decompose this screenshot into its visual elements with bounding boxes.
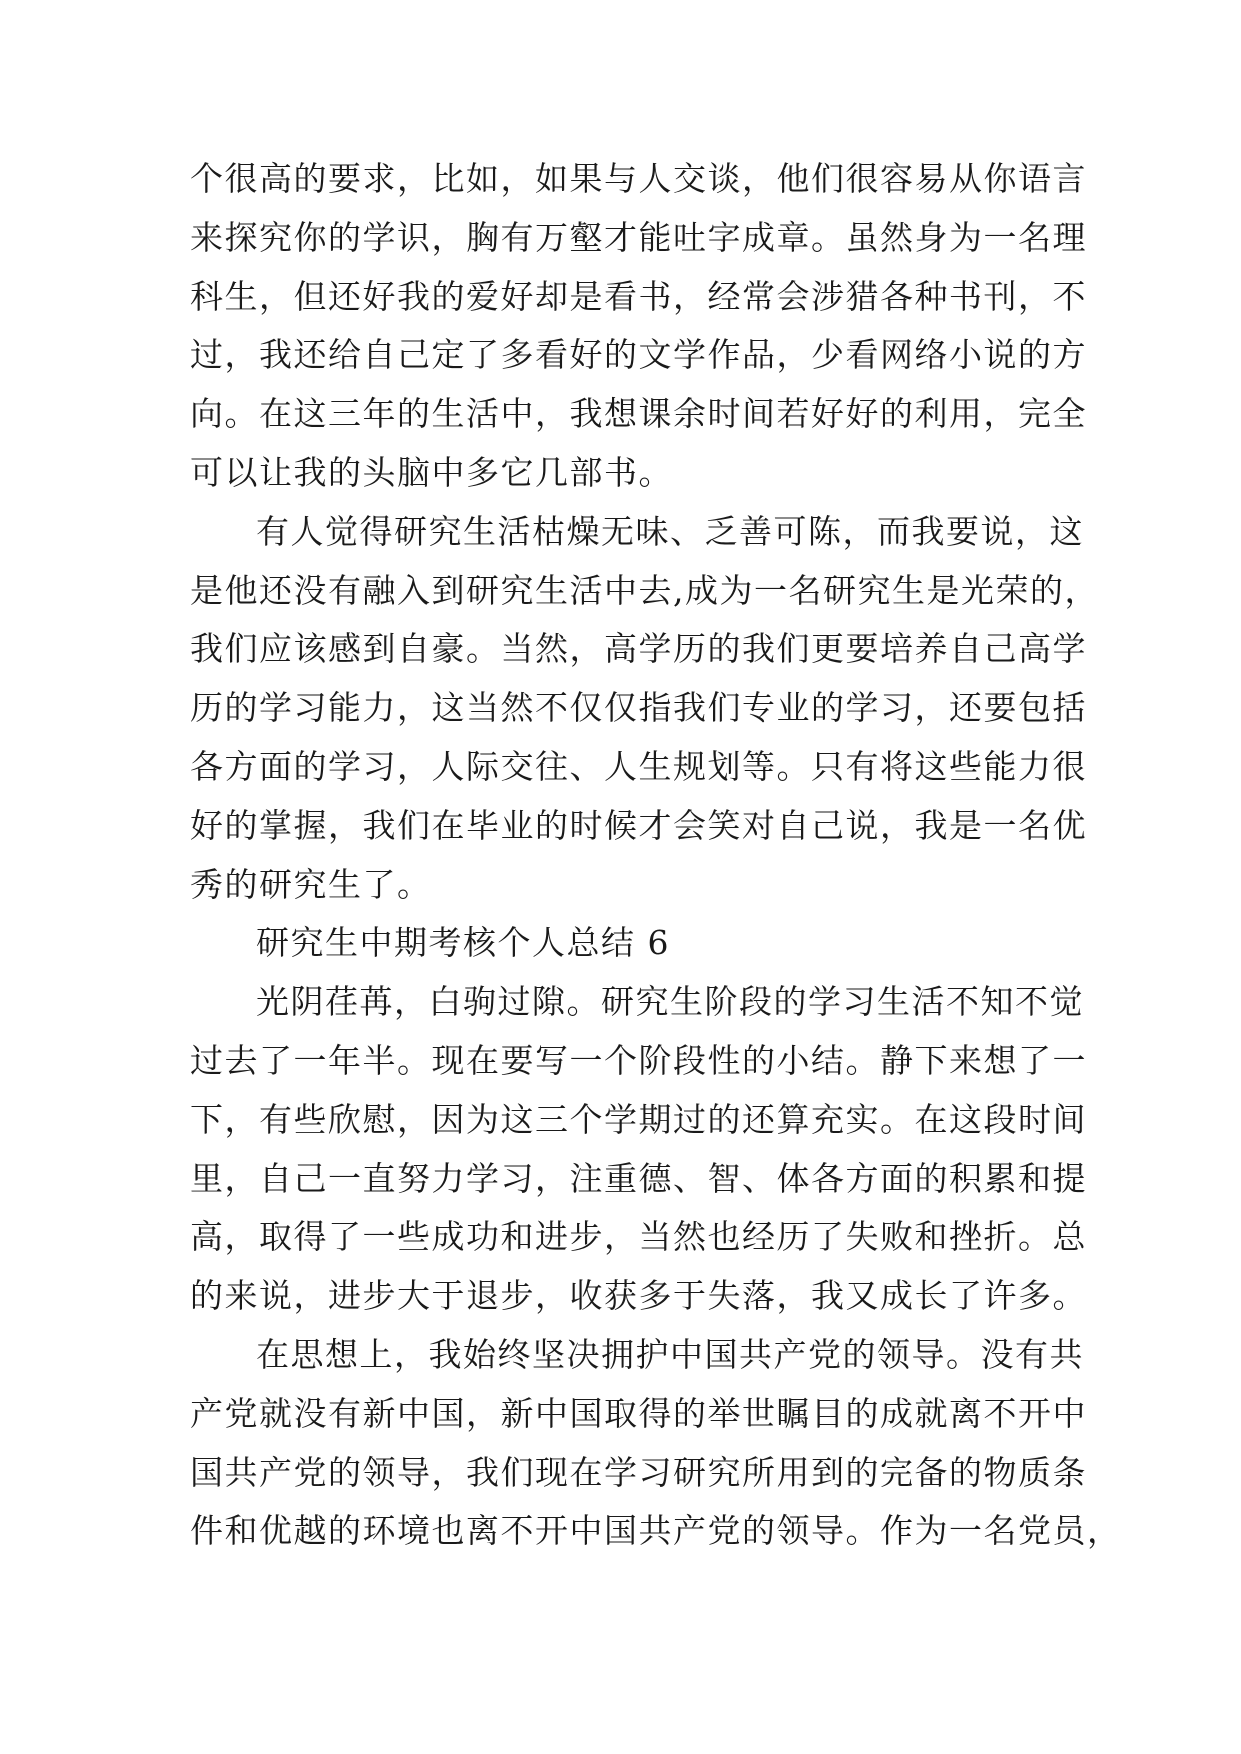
text-line: 件和优越的环境也离不开中国共产党的领导。作为一名党员， (190, 1511, 1122, 1551)
text-line: 科生，但还好我的爱好却是看书，经常会涉猎各种书刊，不 (190, 276, 1087, 316)
text-line: 各方面的学习，人际交往、人生规划等。只有将这些能力很 (190, 746, 1087, 786)
text-line: 可以让我的头脑中多它几部书。 (190, 452, 673, 492)
paragraph-first-line: 光阴荏苒，白驹过隙。研究生阶段的学习生活不知不觉 (256, 982, 1084, 1022)
text-line: 好的掌握，我们在毕业的时候才会笑对自己说，我是一名优 (190, 805, 1087, 845)
text-line: 产党就没有新中国，新中国取得的举世瞩目的成就离不开中 (190, 1393, 1087, 1433)
paragraph-first-line: 在思想上，我始终坚决拥护中国共产党的领导。没有共 (256, 1334, 1084, 1374)
text-line: 个很高的要求，比如，如果与人交谈，他们很容易从你语言 (190, 159, 1087, 198)
text-line: 历的学习能力，这当然不仅仅指我们专业的学习，还要包括 (190, 688, 1087, 728)
text-line: 的来说，进步大于退步，收获多于失落，我又成长了许多。 (190, 1276, 1087, 1316)
text-line: 来探究你的学识，胸有万壑才能吐字成章。虽然身为一名理 (190, 217, 1087, 257)
text-line: 高，取得了一些成功和进步，当然也经历了失败和挫折。总 (190, 1217, 1087, 1257)
text-line: 里，自己一直努力学习，注重德、智、体各方面的积累和提 (190, 1158, 1087, 1198)
text-line: 我们应该感到自豪。当然，高学历的我们更要培养自己高学 (190, 629, 1087, 669)
text-line: 是他还没有融入到研究生活中去,成为一名研究生是光荣的， (190, 570, 1099, 610)
text-line: 过去了一年半。现在要写一个阶段性的小结。静下来想了一 (190, 1040, 1087, 1080)
text-line: 向。在这三年的生活中，我想课余时间若好好的利用，完全 (190, 394, 1087, 434)
document-body (190, 150, 1122, 1561)
text-line: 秀的研究生了。 (190, 864, 432, 904)
text-line: 过，我还给自己定了多看好的文学作品，少看网络小说的方 (190, 335, 1087, 375)
paragraph-first-line: 有人觉得研究生活枯燥无味、乏善可陈，而我要说，这 (256, 511, 1084, 551)
section-heading: 研究生中期考核个人总结 6 (256, 923, 670, 963)
text-line: 下，有些欣慰，因为这三个学期过的还算充实。在这段时间 (190, 1099, 1087, 1139)
text-line: 国共产党的领导，我们现在学习研究所用到的完备的物质条 (190, 1452, 1087, 1492)
